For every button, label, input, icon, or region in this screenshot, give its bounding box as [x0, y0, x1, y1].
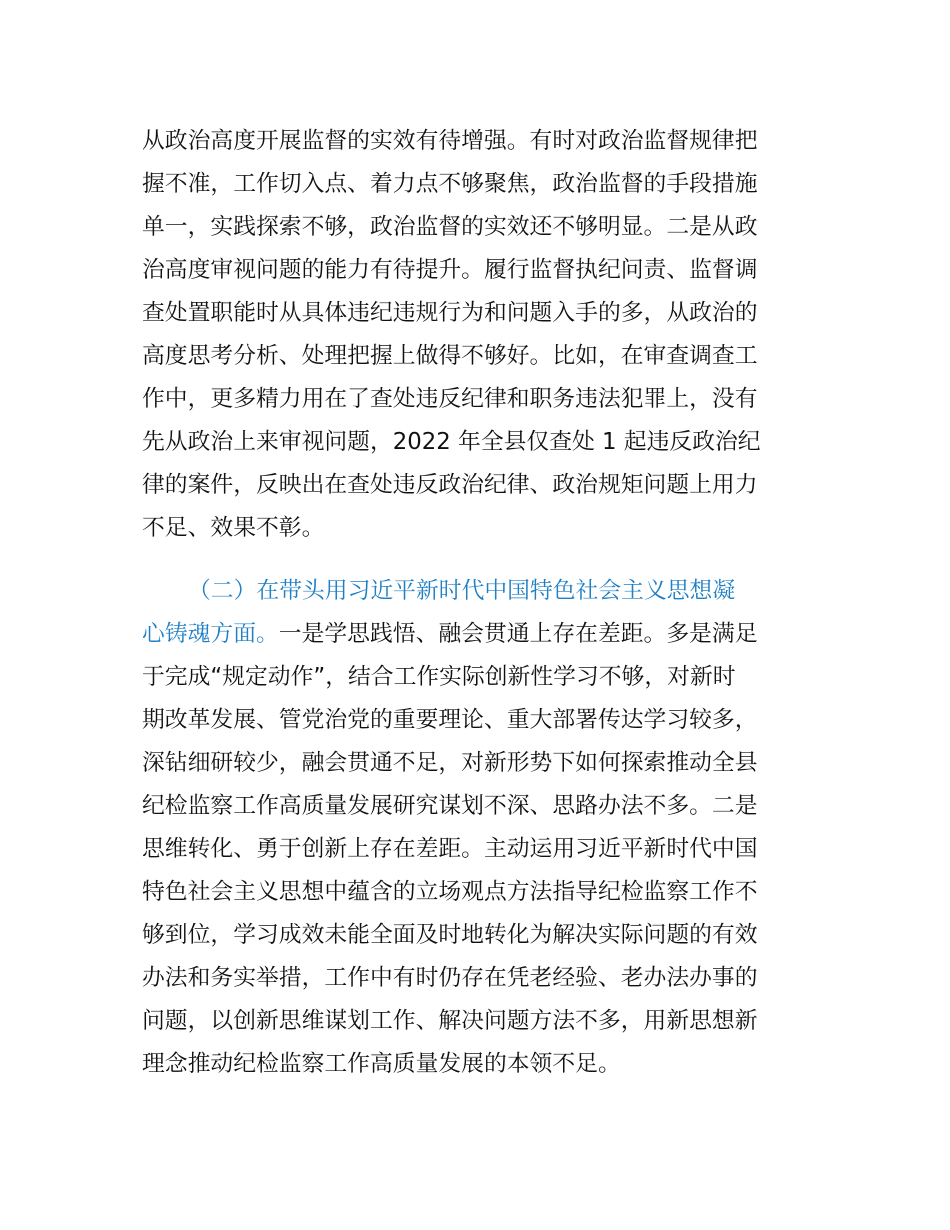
paragraph-line: 思维转化、勇于创新上存在差距。主动运用习近平新时代中国 — [142, 836, 758, 862]
paragraph-line: 查处置职能时从具体违纪违规行为和问题入手的多，从政治的 — [142, 300, 758, 326]
paragraph-line: 不足、效果不彰。 — [142, 515, 325, 541]
section-heading: （二）在带头用习近平新时代中国特色社会主义思想凝 — [188, 578, 736, 604]
paragraph-line: 深钻细研较少，融会贯通不足，对新形势下如何探索推动全县 — [142, 750, 758, 776]
paragraph-text: 一是学思践悟、融会贯通上存在差距。多是满足 — [278, 621, 758, 647]
paragraph-line: 握不准，工作切入点、着力点不够聚焦，政治监督的手段措施 — [142, 171, 758, 197]
paragraph-line: 够到位，学习成效未能全面及时地转化为解决实际问题的有效 — [142, 922, 758, 948]
paragraph-line: 高度思考分析、处理把握上做得不够好。比如，在审查调查工 — [142, 343, 758, 369]
paragraph-line: 从政治高度开展监督的实效有待增强。有时对政治监督规律把 — [142, 128, 758, 154]
paragraph-line: 作中，更多精力用在了查处违反纪律和职务违法犯罪上，没有 — [142, 386, 758, 412]
paragraph-line — [142, 616, 758, 652]
paragraph-line: 律的案件，反映出在查处违反政治纪律、政治规矩问题上用力 — [142, 472, 758, 498]
paragraph-line: 先从政治上来审视问题，2022 年全县仅查处 1 起违反政治纪 — [142, 429, 761, 455]
paragraph-line: 治高度审视问题的能力有待提升。履行监督执纪问责、监督调 — [142, 257, 758, 283]
paragraph-line: 纪检监察工作高质量发展研究谋划不深、思路办法不多。二是 — [142, 793, 758, 819]
paragraph-line: 期改革发展、管党治党的重要理论、重大部署传达学习较多， — [142, 707, 758, 733]
paragraph-line: 办法和务实举措，工作中有时仍存在凭老经验、老办法办事的 — [142, 965, 758, 991]
paragraph-line: 特色社会主义思想中蕴含的立场观点方法指导纪检监察工作不 — [142, 879, 758, 905]
paragraph-line: 单一，实践探索不够，政治监督的实效还不够明显。二是从政 — [142, 214, 758, 240]
paragraph-line: 于完成“规定动作”，结合工作实际创新性学习不够，对新时 — [142, 664, 736, 690]
paragraph-line: 理念推动纪检监察工作高质量发展的本领不足。 — [142, 1051, 621, 1077]
section-heading-continuation: 心铸魂方面。 — [142, 621, 279, 647]
paragraph-line: 问题，以创新思维谋划工作、解决问题方法不多，用新思想新 — [142, 1008, 758, 1034]
